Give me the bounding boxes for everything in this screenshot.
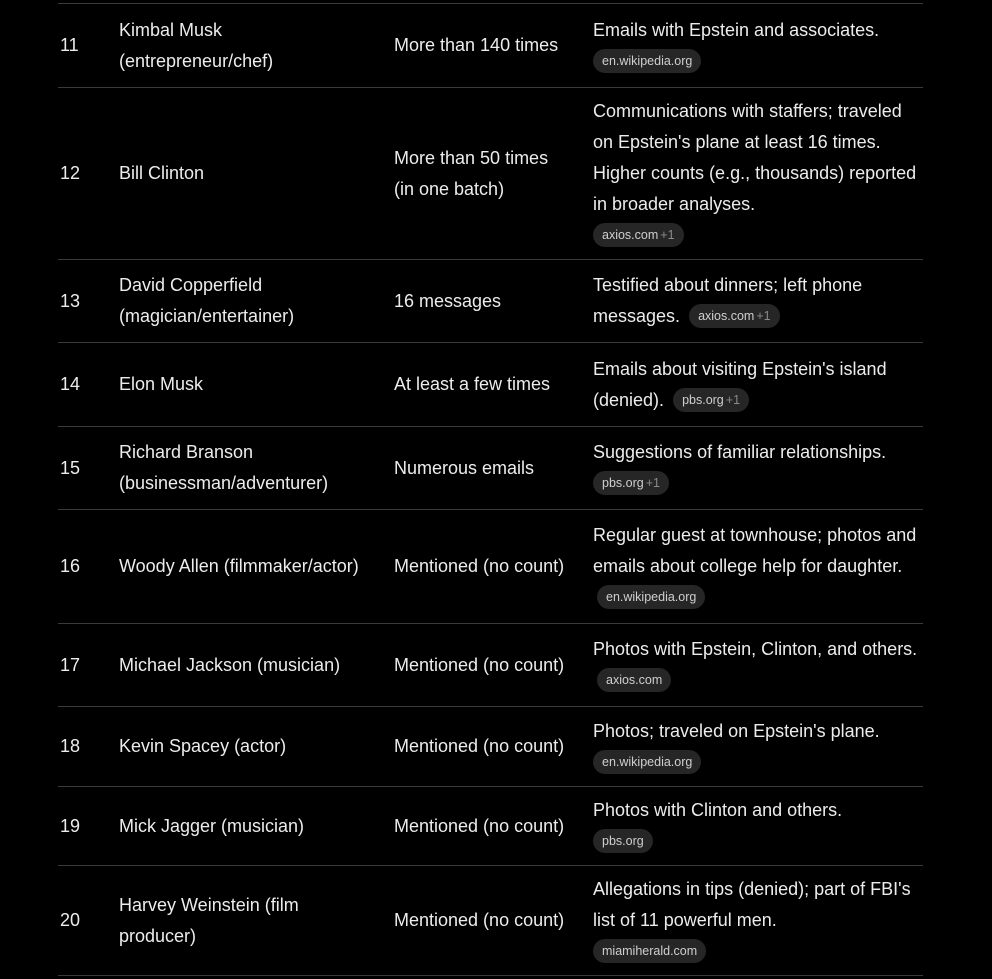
details-cell [593,354,923,416]
details-text: Emails with Epstein and associates. [593,19,880,40]
row-number: 19 [60,815,81,836]
mention-count: Numerous emails [394,457,535,478]
mention-count: Mentioned (no count) [394,736,565,756]
table-row [58,4,923,88]
details-text: Suggestions of familiar relationships. [593,442,887,462]
row-number: 12 [60,163,81,183]
source-domain: pbs.org [602,476,644,491]
source-domain: en.wikipedia.org [602,53,693,68]
table-row [58,707,923,787]
row-number: 11 [60,35,79,55]
source-domain: axios.com [698,309,755,324]
table-row [58,343,923,427]
details-text: Emails about visiting Epstein's island (denied). [593,358,887,410]
table-row [58,260,923,343]
details-text: Photos; traveled on Epstein's plane. [593,720,880,741]
source-chip[interactable] [689,304,780,328]
details-text: Communications with staffers; traveled on Epstein's plane at least 16 times. Higher counts (e.g., thousands) reported in broader analyses. [593,101,917,214]
source-chip[interactable] [593,223,684,247]
source-chip[interactable] [593,471,669,495]
mention-count: At least a few times [394,374,551,394]
person-name: Mick Jagger (musician) [119,815,305,836]
details-cell [593,15,879,77]
table-row [58,787,923,866]
details-cell [593,437,886,499]
row-number: 13 [60,290,81,311]
mention-count: More than 140 times [394,35,559,55]
row-number: 20 [60,910,81,930]
table-row [58,866,923,976]
details-cell [593,716,880,778]
person-name: Woody Allen (filmmaker/actor) [119,556,359,576]
table-row [58,427,923,510]
details-text: Photos with Clinton and others. [593,800,843,820]
mention-count: 16 messages [394,290,502,311]
details-cell [593,874,923,967]
person-name: David Copperfield (magician/entertainer) [119,275,295,326]
details-text: Testified about dinners; left phone messages. [593,275,863,326]
source-chip[interactable] [597,585,705,609]
details-cell [593,270,923,332]
details-text: Regular guest at townhouse; photos and emails about college help for daughter. [593,525,917,576]
person-name: Kimbal Musk (entrepreneur/chef) [119,19,274,71]
source-domain: pbs.org [682,392,724,407]
table-row [58,510,923,624]
source-domain: pbs.org [602,834,644,849]
source-chip[interactable] [593,939,706,963]
person-name: Bill Clinton [119,163,205,183]
source-chip[interactable] [593,49,701,73]
mention-count: Mentioned (no count) [394,654,565,675]
table-row [58,88,923,260]
details-text: Photos with Epstein, Clinton, and others. [593,639,918,659]
row-number: 18 [60,736,81,756]
mention-count: Mentioned (no count) [394,556,565,576]
source-chip[interactable] [593,750,701,774]
more-sources-count: +1 [645,476,660,491]
row-number: 17 [60,654,81,675]
source-chip[interactable] [593,829,653,853]
details-cell [593,96,923,251]
details-cell [593,520,923,613]
results-table [58,3,923,976]
more-sources-count: +1 [756,309,771,324]
person-name: Richard Branson (businessman/adventurer) [119,442,329,493]
row-number: 14 [60,374,81,394]
details-cell [593,795,842,857]
person-name: Harvey Weinstein (film producer) [119,894,299,946]
source-domain: miamiherald.com [602,944,698,959]
more-sources-count: +1 [660,228,675,243]
source-domain: axios.com [606,673,663,688]
more-sources-count: +1 [725,392,741,407]
source-chip[interactable] [597,668,671,692]
details-cell [593,634,923,696]
person-name: Michael Jackson (musician) [119,654,341,675]
person-name: Kevin Spacey (actor) [119,736,287,756]
table-row [58,624,923,707]
mention-count: Mentioned (no count) [394,910,565,930]
details-text: Allegations in tips (denied); part of FBI's list of 11 powerful men. [593,879,911,930]
mention-count: Mentioned (no count) [394,815,565,836]
source-domain: en.wikipedia.org [606,590,697,605]
source-domain: en.wikipedia.org [602,754,693,769]
row-number: 15 [60,457,81,478]
source-chip[interactable] [673,388,749,412]
row-number: 16 [60,556,81,576]
person-name: Elon Musk [119,374,204,394]
source-domain: axios.com [602,228,659,243]
mention-count: More than 50 times (in one batch) [394,147,549,199]
